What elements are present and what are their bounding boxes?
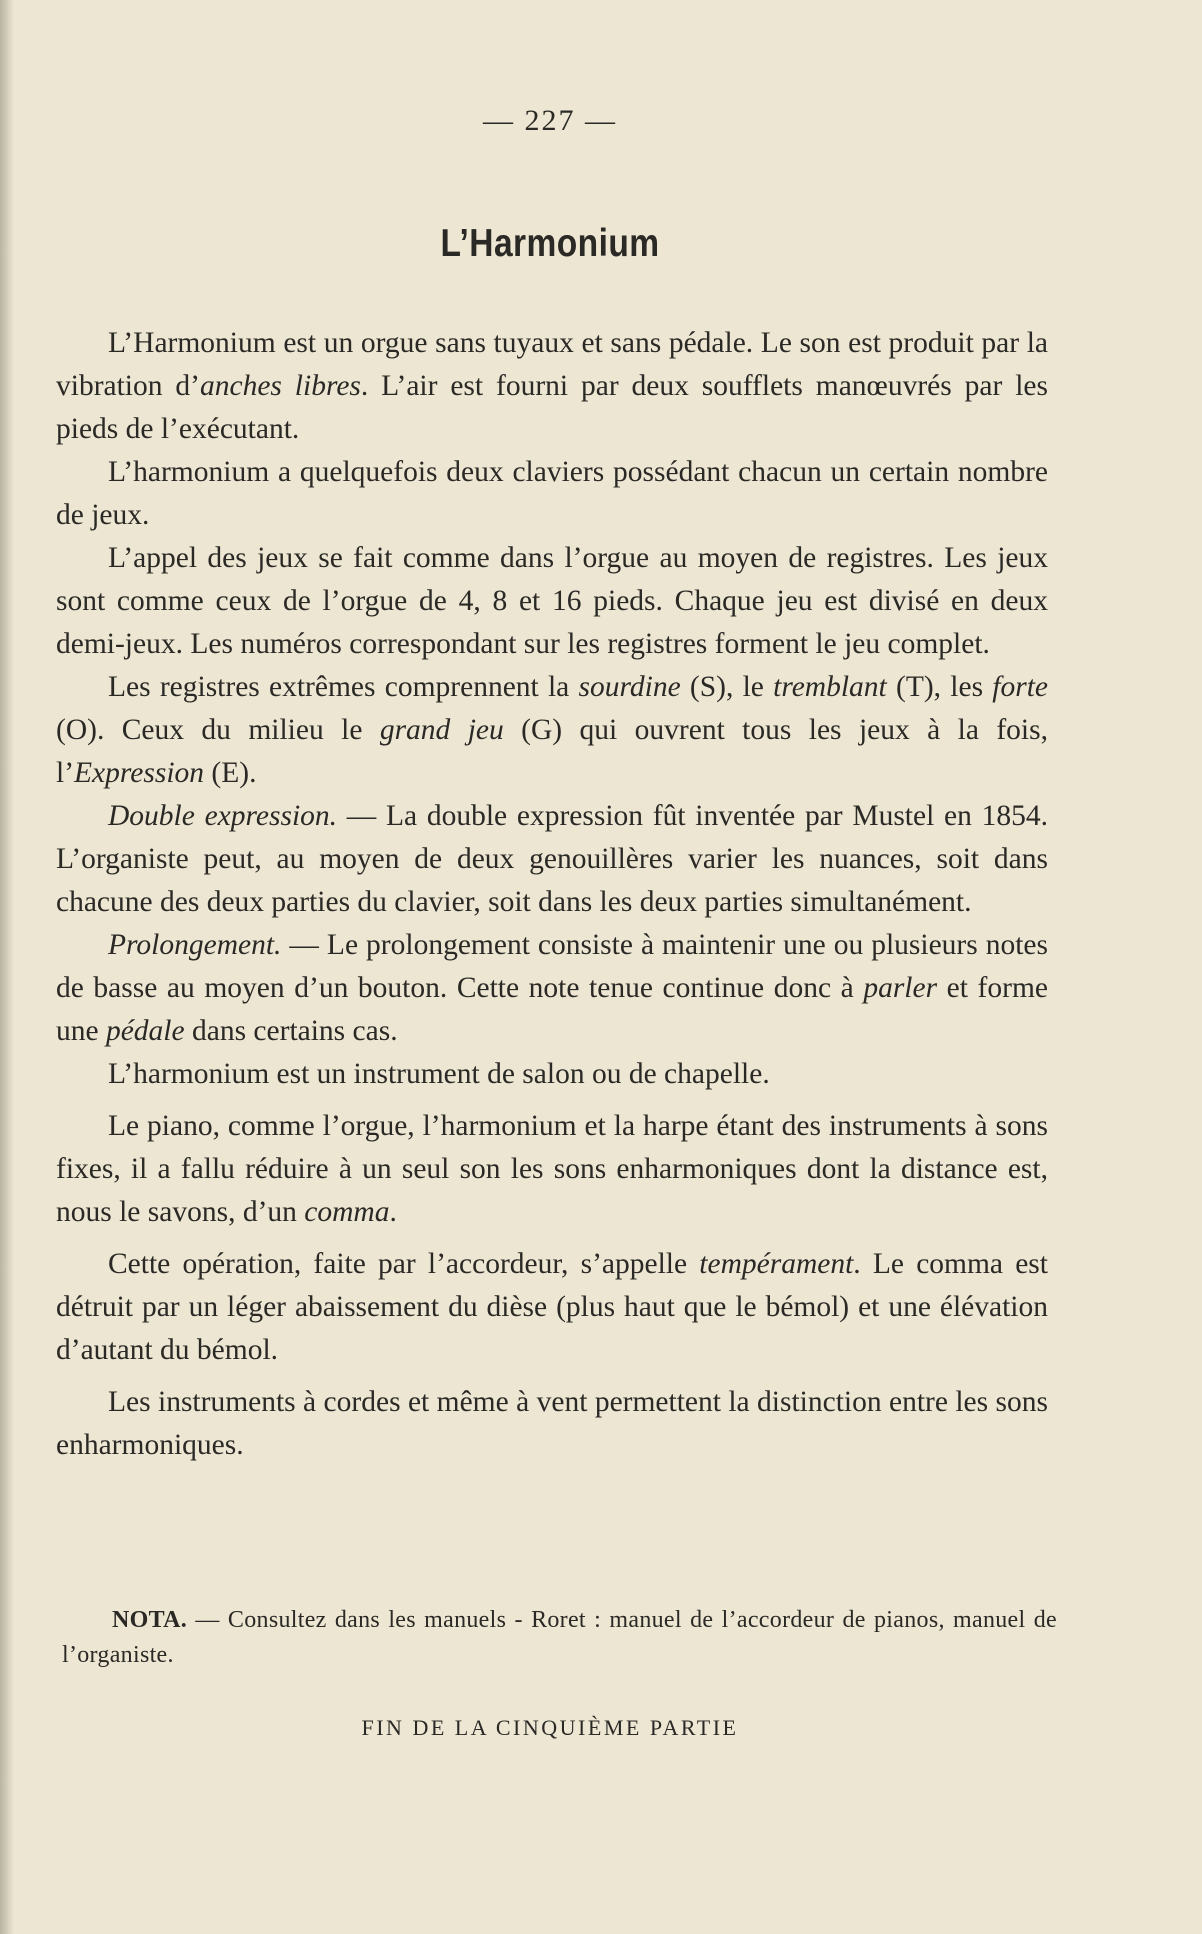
nota-label: NOTA. bbox=[112, 1607, 188, 1633]
nota-footnote bbox=[62, 1603, 1057, 1673]
text: . Le comma est détruit par un léger abaissement du dièse (plus haut que le bémol) et une élévation d’autant du bémol. bbox=[56, 1248, 1048, 1366]
text: (E). bbox=[204, 757, 257, 789]
paragraph-9 bbox=[56, 1243, 1048, 1372]
italic-term: tremblant bbox=[773, 671, 887, 703]
paragraph-5 bbox=[56, 795, 1048, 924]
text: . bbox=[389, 1196, 397, 1228]
italic-term: anches libres bbox=[199, 370, 361, 402]
text: . L’air est fourni par deux soufflets manœuvrés par les pieds de l’exécutant. bbox=[56, 370, 1048, 445]
nota-text: — Consultez dans les manuels - Roret : manuel de l’accordeur de pianos, manuel de l’organiste. bbox=[62, 1607, 1057, 1668]
italic-term: tempérament bbox=[699, 1248, 854, 1280]
text: L’Harmonium est un orgue sans tuyaux et sans pédale. Le son est produit par la vibration d’ bbox=[56, 327, 1048, 402]
italic-term: grand jeu bbox=[379, 714, 504, 746]
paragraph-4 bbox=[56, 666, 1048, 795]
italic-term: parler bbox=[863, 972, 938, 1004]
text: Les registres extrêmes comprennent la bbox=[108, 671, 579, 703]
body-text bbox=[56, 322, 1048, 1467]
end-of-part-note: FIN DE LA CINQUIÈME PARTIE bbox=[361, 1715, 739, 1740]
text: (T), les bbox=[886, 671, 993, 703]
section-heading: Prolongement. bbox=[108, 929, 282, 961]
paragraph-7: L’harmonium est un instrument de salon ou de chapelle. bbox=[108, 1058, 770, 1090]
text: (O). Ceux du milieu le bbox=[56, 714, 380, 746]
text: dans certains cas. bbox=[184, 1015, 398, 1047]
paragraph-3: L’appel des jeux se fait comme dans l’orgue au moyen de registres. Les jeux sont comme ceux de l’orgue de 4, 8 et 16 pieds. Chaque jeu est divisé en deux demi-jeux. Les numéros correspondant sur les registres forment le jeu complet. bbox=[56, 542, 1048, 660]
paragraph-1 bbox=[56, 322, 1048, 451]
section-heading: Double expression. bbox=[108, 800, 338, 832]
italic-term: comma bbox=[304, 1196, 390, 1228]
text: — Le prolongement consiste à maintenir une ou plusieurs notes de basse au moyen d’un bouton. Cette note tenue continue donc à bbox=[56, 929, 1048, 1004]
text: — La double expression fût inventée par Mustel en 1854. L’organiste peut, au moyen de deux genouillères varier les nuances, soit dans chacune des deux parties du clavier, soit dans les deux parties simultanément. bbox=[56, 800, 1048, 918]
paragraph-2: L’harmonium a quelquefois deux claviers possédant chacun un certain nombre de jeux. bbox=[56, 456, 1048, 531]
italic-term: sourdine bbox=[578, 671, 681, 703]
italic-term: Expression bbox=[74, 757, 205, 789]
paragraph-8 bbox=[56, 1105, 1048, 1234]
text: Le piano, comme l’orgue, l’harmonium et la harpe étant des instruments à sons fixes, il a fallu réduire à un seul son les sons enharmoniques dont la distance est, nous le savons, d’un bbox=[56, 1110, 1048, 1228]
paragraph-6 bbox=[56, 924, 1048, 1053]
paragraph-10: Les instruments à cordes et même à vent permettent la distinction entre les sons enharmoniques. bbox=[56, 1386, 1048, 1461]
text: et forme une bbox=[56, 972, 1048, 1047]
page-number: — 227 — bbox=[483, 104, 617, 137]
italic-term: forte bbox=[992, 671, 1049, 703]
chapter-title: L’Harmonium bbox=[440, 222, 660, 265]
italic-term: pédale bbox=[105, 1015, 185, 1047]
page-edge-shadow bbox=[0, 0, 14, 1934]
text: Cette opération, faite par l’accordeur, s’appelle bbox=[108, 1248, 700, 1280]
text: (G) qui ouvrent tous les jeux à la fois, l’ bbox=[56, 714, 1048, 789]
text: (S), le bbox=[680, 671, 774, 703]
